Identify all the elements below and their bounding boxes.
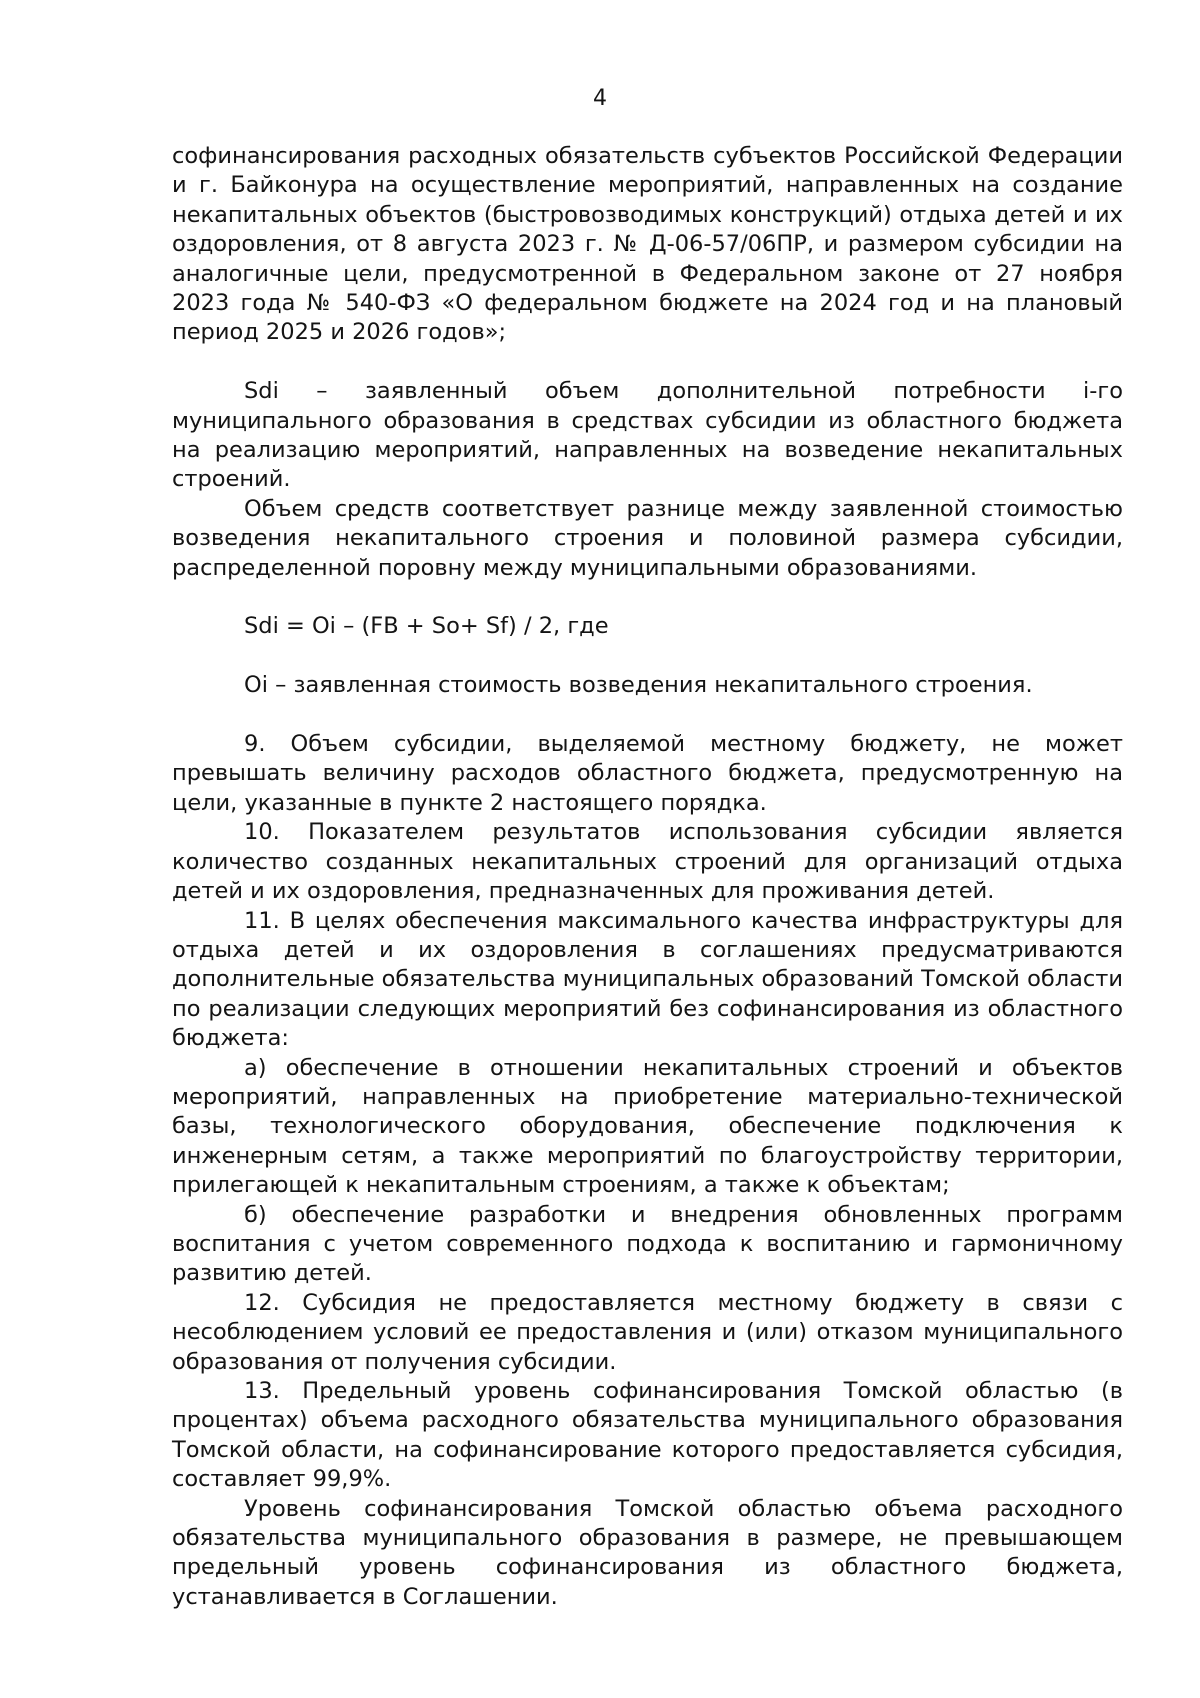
page-number: 4 bbox=[593, 86, 607, 111]
paragraph-continuation: софинансирования расходных обязательств субъектов Российской Федерации и г. Байконура на осуществление мероприятий, направленных на создание некапитальных объектов (быстровозводимых конструкций) отдыха детей и их оздоровления, от 8 августа 2023 г. № Д-06-57/06ПР, и размером субсидии на аналогичные цели, предусмотренной в Федеральном законе от 27 ноября 2023 года № 540-ФЗ «О федеральном бюджете на 2024 год и на плановый период 2025 и 2026 годов»; bbox=[172, 143, 1123, 346]
paragraph-item-10: 10. Показателем результатов использования субсидии является количество созданных некапитальных строений для организаций отдыха детей и их оздоровления, предназначенных для проживания детей. bbox=[172, 819, 1123, 905]
formula-sdi: Sdi = Oi – (FB + So+ Sf) / 2, где bbox=[244, 613, 609, 640]
paragraph-funds-volume: Объем средств соответствует разнице между заявленной стоимостью возведения некапитального строения и половиной размера субсидии, распределенной поровну между муниципальными образованиями. bbox=[172, 495, 1123, 581]
paragraph-item-11-a: а) обеспечение в отношении некапитальных строений и объектов мероприятий, направленных на приобретение материально-технической базы, технологического оборудования, обеспечение подключения к инженерным сетям, а также мероприятий по благоустройству территории, прилегающей к некапитальным строениям, а также к объектам; bbox=[172, 1054, 1123, 1199]
paragraph-item-9: 9. Объем субсидии, выделяемой местному бюджету, не может превышать величину расходов областного бюджета, предусмотренную на цели, указанные в пункте 2 настоящего порядка. bbox=[172, 731, 1123, 816]
paragraph-item-12: 12. Субсидия не предоставляется местному бюджету в связи с несоблюдением условий ее предоставления и (или) отказом муниципального образования от получения субсидии. bbox=[172, 1289, 1123, 1375]
document-body bbox=[172, 142, 1123, 1612]
paragraph-sdi-definition: Sdi – заявленный объем дополнительной потребности i-го муниципального образования в средствах субсидии из областного бюджета на реализацию мероприятий, направленных на возведение некапитальных строений. bbox=[172, 378, 1123, 493]
paragraph-cofinancing-level: Уровень софинансирования Томской областью объема расходного обязательства муниципального образования в размере, не превышающем предельный уровень софинансирования из областного бюджета, устанавливается в Соглашении. bbox=[172, 1495, 1123, 1610]
paragraph-oi-definition: Oi – заявленная стоимость возведения некапитального строения. bbox=[244, 672, 1033, 699]
paragraph-item-11: 11. В целях обеспечения максимального качества инфраструктуры для отдыха детей и их оздоровления в соглашениях предусматриваются дополнительные обязательства муниципальных образований Томской области по реализации следующих мероприятий без софинансирования из областного бюджета: bbox=[172, 907, 1123, 1052]
paragraph-item-11-b: б) обеспечение разработки и внедрения обновленных программ воспитания с учетом современного подхода к воспитанию и гармоничному развитию детей. bbox=[172, 1201, 1123, 1287]
paragraph-item-13: 13. Предельный уровень софинансирования Томской областью (в процентах) объема расходного обязательства муниципального образования Томской области, на софинансирование которого предоставляется субсидия, составляет 99,9%. bbox=[172, 1378, 1123, 1493]
